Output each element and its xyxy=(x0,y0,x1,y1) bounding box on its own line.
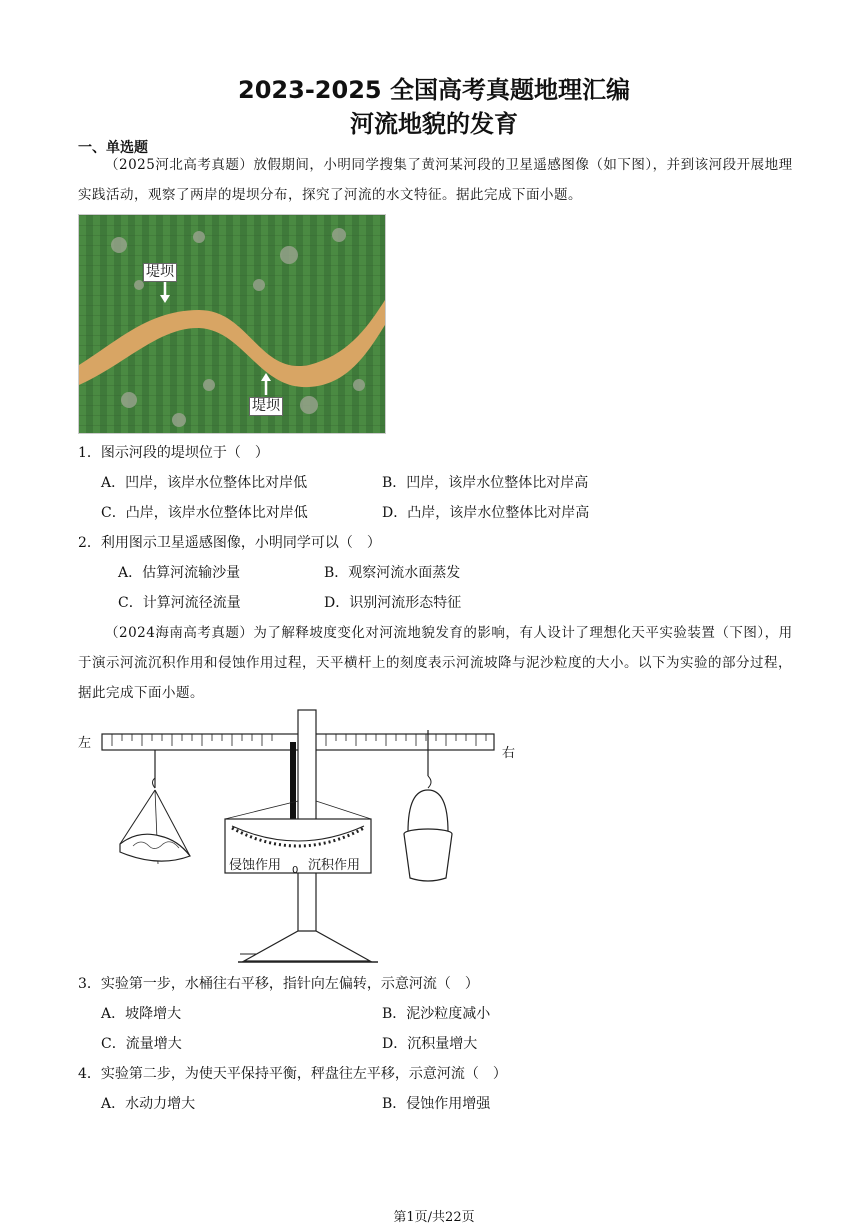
q2-option-a: A．估算河流输沙量 xyxy=(118,565,241,581)
q2-option-b: B．观察河流水面蒸发 xyxy=(324,565,461,581)
page-title: 2023-2025 全国高考真题地理汇编 xyxy=(238,76,630,104)
dam-label-bottom: 堤坝 xyxy=(249,397,283,416)
dam-label-top: 堤坝 xyxy=(143,263,177,282)
question-2: 2．利用图示卫星遥感图像，小明同学可以（ ） xyxy=(78,535,381,551)
q4-option-b: B．侵蚀作用增强 xyxy=(382,1096,491,1112)
water-bucket xyxy=(404,834,452,881)
q1-option-b: B．凹岸，该岸水位整体比对岸高 xyxy=(382,475,589,491)
sand-pan xyxy=(120,834,190,861)
balance-base xyxy=(244,931,370,961)
question-4: 4．实验第二步，为使天平保持平衡，秤盘往左平移，示意河流（ ） xyxy=(78,1066,507,1082)
q3-option-d: D．沉积量增大 xyxy=(382,1036,478,1052)
q1-option-a: A．凹岸，该岸水位整体比对岸低 xyxy=(101,475,308,491)
page-subtitle: 河流地貌的发育 xyxy=(350,110,518,138)
q1-option-c: C．凸岸，该岸水位整体比对岸低 xyxy=(101,505,308,521)
erosion-label: 侵蚀作用 xyxy=(229,858,282,873)
q3-option-a: A．坡降增大 xyxy=(101,1006,182,1022)
passage-1: （2025河北高考真题）放假期间，小明同学搜集了黄河某河段的卫星遥感图像（如下图），并到该河段开展地理实践活动，观察了两岸的堤坝分布，探究了河流的水文特征。据此完成下面小题。 xyxy=(78,157,793,203)
question-1: 1．图示河段的堤坝位于（ ） xyxy=(78,445,269,461)
deposition-label: 沉积作用 xyxy=(308,858,361,873)
balance-diagram xyxy=(78,706,528,968)
q3-option-c: C．流量增大 xyxy=(101,1036,182,1052)
q2-option-c: C．计算河流径流量 xyxy=(118,595,241,611)
satellite-image xyxy=(79,215,385,433)
zero-label: 0 xyxy=(292,865,299,876)
right-label: 右 xyxy=(502,746,516,761)
q3-option-b: B．泥沙粒度减小 xyxy=(382,1006,491,1022)
section-heading: 一、单选题 xyxy=(78,140,148,156)
satellite-map xyxy=(78,214,386,434)
passage-2: （2024海南高考真题）为了解释坡度变化对河流地貌发育的影响，有人设计了理想化天平实验装置（下图），用于演示河流沉积作用和侵蚀作用过程，天平横杆上的刻度表示河流坡降与泥沙粒度的大小。以下为实验的部分过程，据此完成下面小题。 xyxy=(78,625,793,701)
q4-option-a: A．水动力增大 xyxy=(101,1096,196,1112)
q2-option-d: D．识别河流形态特征 xyxy=(324,595,462,611)
balance-apparatus xyxy=(78,706,528,968)
question-3: 3．实验第一步，水桶往右平移，指针向左偏转，示意河流（ ） xyxy=(78,976,479,992)
left-label: 左 xyxy=(78,736,92,751)
page-footer: 第1页/共22页 xyxy=(393,1210,475,1225)
q1-option-d: D．凸岸，该岸水位整体比对岸高 xyxy=(382,505,590,521)
